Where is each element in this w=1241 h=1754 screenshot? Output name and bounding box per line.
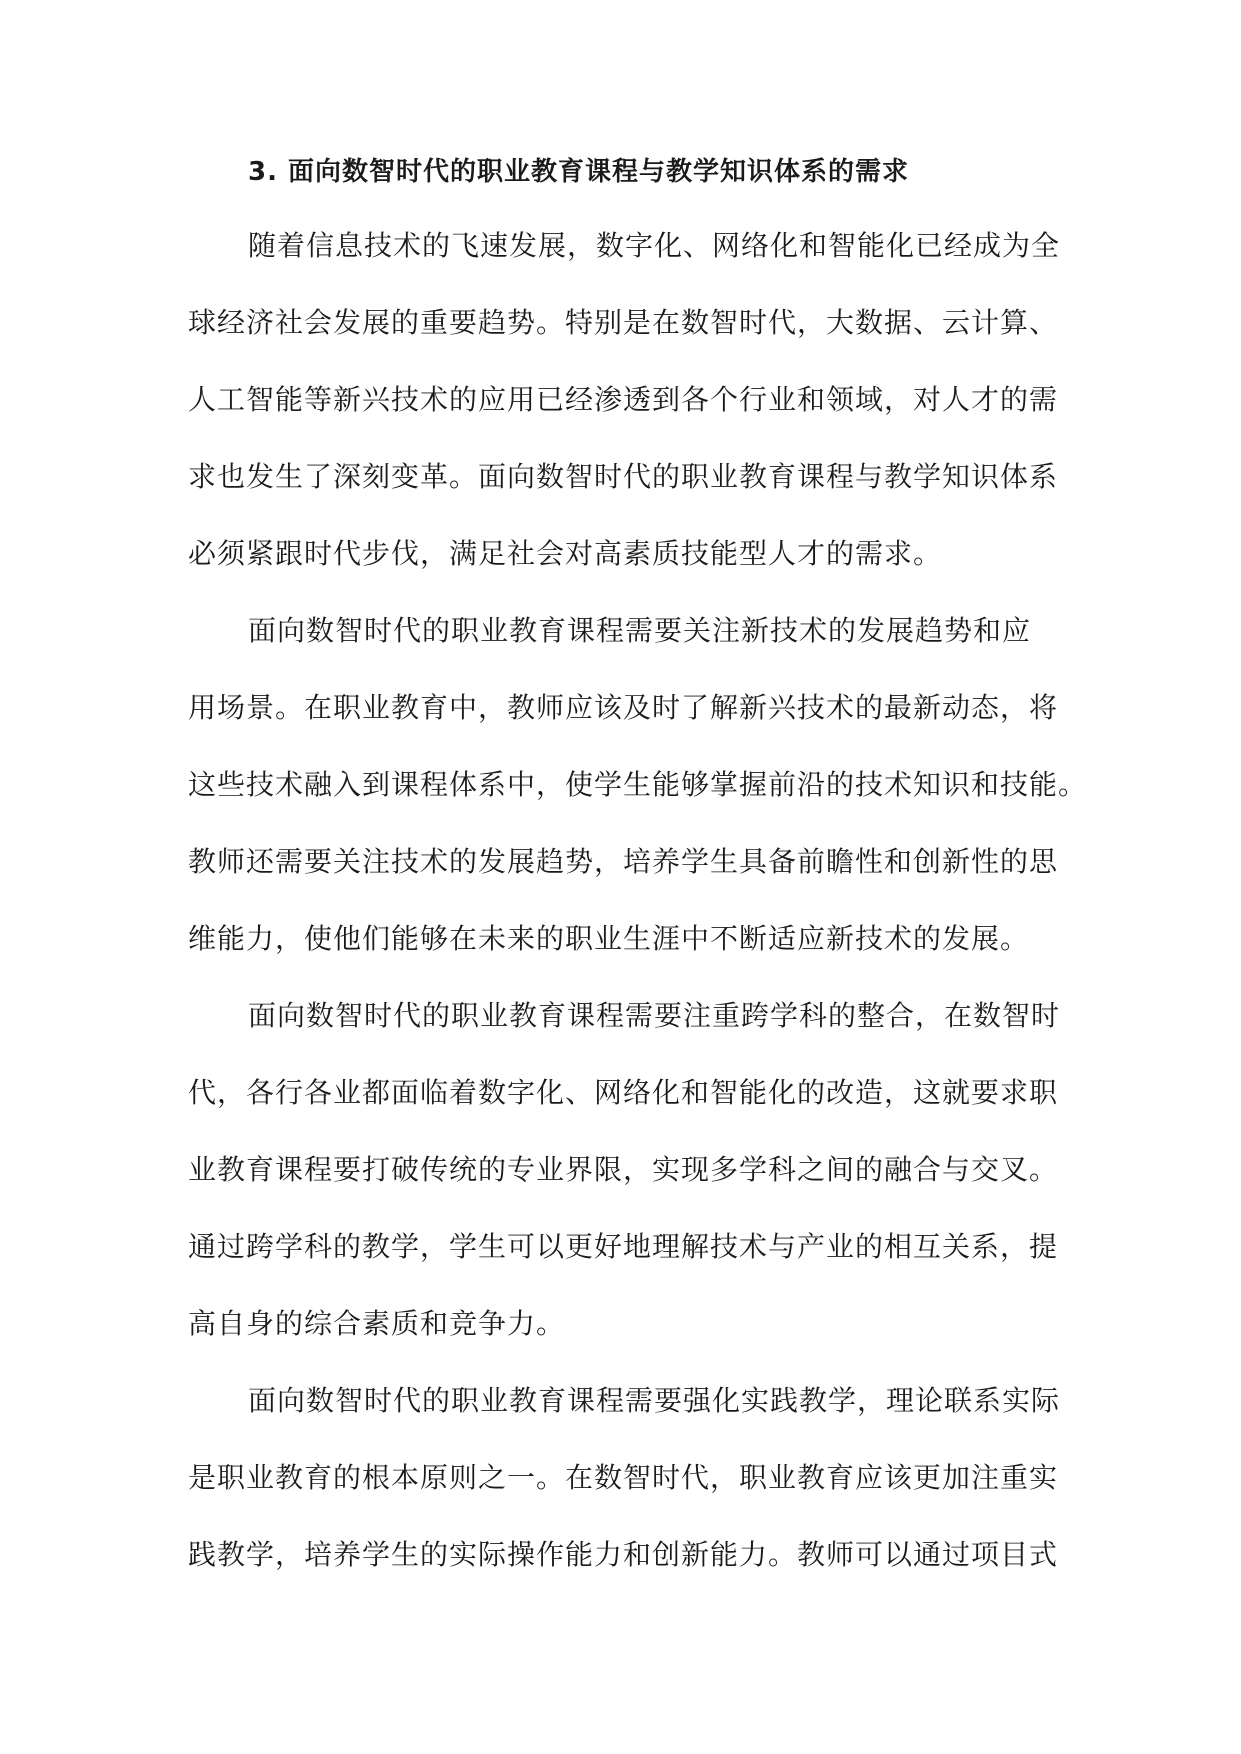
- paragraph-line: 通过跨学科的教学，学生可以更好地理解技术与产业的相互关系，提: [188, 1230, 1059, 1263]
- paragraph-line: 随着信息技术的飞速发展，数字化、网络化和智能化已经成为全: [248, 229, 1061, 262]
- paragraph-line: 维能力，使他们能够在未来的职业生涯中不断适应新技术的发展。: [188, 922, 1030, 955]
- paragraph-line: 面向数智时代的职业教育课程需要强化实践教学，理论联系实际: [248, 1384, 1061, 1417]
- paragraph-line: 践教学，培养学生的实际操作能力和创新能力。教师可以通过项目式: [188, 1538, 1059, 1571]
- section-heading: 3. 面向数智时代的职业教育课程与教学知识体系的需求: [248, 157, 910, 187]
- paragraph-line: 人工智能等新兴技术的应用已经渗透到各个行业和领域，对人才的需: [188, 383, 1059, 416]
- paragraph-line: 代，各行各业都面临着数字化、网络化和智能化的改造，这就要求职: [188, 1076, 1059, 1109]
- paragraph-line: 是职业教育的根本原则之一。在数智时代，职业教育应该更加注重实: [188, 1461, 1059, 1494]
- paragraph-line: 教师还需要关注技术的发展趋势，培养学生具备前瞻性和创新性的思: [188, 845, 1059, 878]
- paragraph-line: 球经济社会发展的重要趋势。特别是在数智时代，大数据、云计算、: [188, 306, 1059, 339]
- paragraph-line: 面向数智时代的职业教育课程需要关注新技术的发展趋势和应: [248, 614, 1032, 647]
- paragraph-line: 用场景。在职业教育中，教师应该及时了解新兴技术的最新动态，将: [188, 691, 1059, 724]
- paragraph-line: 必须紧跟时代步伐，满足社会对高素质技能型人才的需求。: [188, 537, 943, 570]
- paragraph-line: 业教育课程要打破传统的专业界限，实现多学科之间的融合与交叉。: [188, 1153, 1059, 1186]
- paragraph-line: 求也发生了深刻变革。面向数智时代的职业教育课程与教学知识体系: [188, 460, 1059, 493]
- paragraph-line: 面向数智时代的职业教育课程需要注重跨学科的整合，在数智时: [248, 999, 1061, 1032]
- paragraph-line: 高自身的综合素质和竞争力。: [188, 1307, 566, 1340]
- paragraph-line: 这些技术融入到课程体系中，使学生能够掌握前沿的技术知识和技能。: [188, 768, 1088, 801]
